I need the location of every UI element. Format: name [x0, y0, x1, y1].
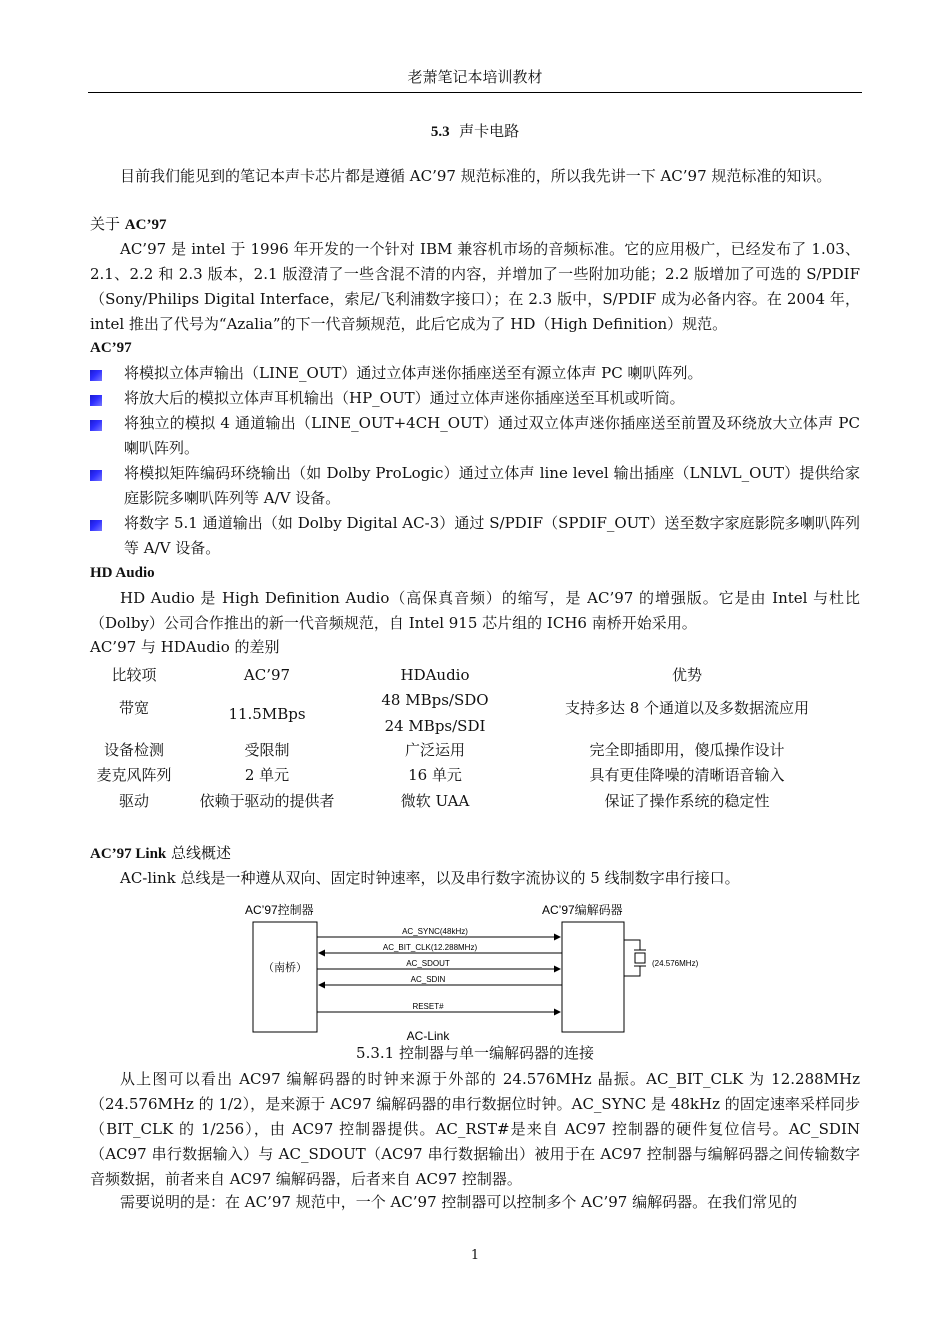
table-cell: 48 MBps/SDO — [381, 691, 489, 709]
crystal-frequency-label: (24.576MHz) — [652, 959, 699, 968]
signal-label: AC_BIT_CLK(12.288MHz) — [382, 943, 478, 952]
table-cell: 设备检测 — [103, 741, 164, 759]
table-cell: 16 单元 — [408, 766, 462, 784]
section-title — [0, 120, 950, 141]
table-cell: 2 单元 — [244, 766, 290, 784]
bullet-square-icon — [90, 520, 102, 531]
south-bridge-label: （南桥） — [263, 962, 307, 974]
diff-title: AC’97 与 HDAudio 的差别 — [90, 638, 280, 656]
controller-label: AC’97控制器 — [245, 903, 314, 917]
hd-audio-heading: HD Audio — [90, 565, 155, 581]
bullet-square-icon — [90, 470, 102, 481]
table-cell: 具有更佳降噪的清晰语音输入 — [589, 766, 785, 784]
crystal-wires — [624, 940, 640, 976]
table-cell: 依赖于驱动的提供者 — [199, 792, 335, 810]
ac-link-paragraph: AC-link 总线是一种遵从双向、固定时钟速率，以及串行数字流协议的 5 线制数字串行接口。 — [120, 869, 740, 887]
ac97-heading: AC’97 — [90, 340, 132, 356]
bullet-square-icon — [90, 420, 102, 431]
last-paragraph: 需要说明的是：在 AC’97 规范中，一个 AC’97 控制器可以控制多个 AC’97 编解码器。在我们常见的 — [120, 1193, 798, 1211]
bullet-item: 将放大后的模拟立体声耳机输出（HP_OUT）通过立体声迷你插座送至耳机或听筒。 — [124, 389, 685, 407]
ac-link-diagram — [240, 898, 720, 1048]
table-cell: 保证了操作系统的稳定性 — [604, 792, 770, 810]
table-cell: 广泛运用 — [404, 741, 465, 759]
header-rule — [88, 92, 862, 93]
ac-link-heading — [90, 841, 860, 867]
bullet-item: 将数字 5.1 通道输出（如 Dolby Digital AC-3）通过 S/PDIF（SPDIF_OUT）送至数字家庭影院多喇叭阵列等 A/V 设备。 — [124, 514, 860, 557]
about-heading — [90, 212, 860, 238]
table-cell: 完全即插即用，傻瓜操作设计 — [589, 741, 785, 759]
page-number: 1 — [470, 1248, 480, 1263]
ac-link-heading-rest: 总线概述 — [166, 844, 232, 862]
controller-box — [253, 922, 317, 1032]
ac-link-heading-bold: AC’97 Link — [90, 846, 167, 862]
signal-label: AC_SDIN — [410, 975, 446, 984]
section-number: 5.3 — [430, 124, 450, 140]
table-cell: 24 MBps/SDI — [384, 717, 486, 735]
bullet-square-icon — [90, 395, 102, 406]
intro-paragraph: 目前我们能见到的笔记本声卡芯片都是遵循 AC’97 规范标准的，所以我先讲一下 AC’97 规范标准的知识。 — [120, 167, 832, 185]
about-heading-prefix: 关于 — [90, 215, 125, 233]
bullet-item: 将模拟矩阵编码环绕输出（如 Dolby ProLogic）通过立体声 line level 输出插座（LNLVL_OUT）提供给家庭影院多喇叭阵列等 A/V 设备。 — [124, 464, 860, 507]
table-cell: 带宽 — [118, 699, 149, 717]
about-paragraph: AC’97 是 intel 于 1996 年开发的一个针对 IBM 兼容机市场的音频标准。它的应用极广，已经发布了 1.03、2.1、2.2 和 2.3 版本，2.1 版澄清了一些含混不清的内容，并增加了一些附加功能；2.2 版增加了可选的 S/PDIF（Sony/Philips Digital Interface，索尼/飞利浦数字接口）；在 2.3 版中，S/PDIF 成为必备内容。在 2004 年，intel 推出了代号为“Azalia”的下一代音频规范，此后它成为了 HD（High Definition）规范。 — [90, 240, 860, 333]
table-cell: 麦克风阵列 — [96, 766, 172, 784]
clock-paragraph: 从上图可以看出 AC97 编解码器的时钟来源于外部的 24.576MHz 晶振。AC_BIT_CLK 为 12.288MHz（24.576MHz 的 1/2），是来源于 AC97 编解码器的串行数据位时钟。AC_SYNC 是 48kHz 的固定速率采样同步（BIT_CLK 的 1/256），由 AC97 控制器提供。AC_RST#是来自 AC97 控制器的硬件复位信号。AC_SDIN（AC97 串行数据输入）与 AC_SDOUT（AC97 串行数据输出）被用于在 AC97 控制器与编解码器之间传输数字音频数据，前者来自 AC97 编解码器，后者来自 AC97 控制器。 — [90, 1070, 860, 1188]
table-cell: 微软 UAA — [400, 792, 470, 810]
codec-label: AC’97编解码器 — [542, 903, 623, 917]
bullet-item: 将独立的模拟 4 通道输出（LINE_OUT+4CH_OUT）通过双立体声迷你插座送至前置及环绕放大立体声 PC 喇叭阵列。 — [124, 414, 860, 457]
page-header: 老萧笔记本培训教材 — [407, 68, 543, 86]
about-heading-bold: AC’97 — [124, 217, 167, 233]
table-header-cell: AC’97 — [243, 666, 291, 684]
crystal-icon — [635, 953, 645, 963]
section-title-text: 声卡电路 — [459, 122, 520, 140]
bus-label: AC-Link — [406, 1029, 450, 1043]
signal-label: AC_SYNC(48kHz) — [402, 927, 468, 936]
table-cell: 11.5MBps — [228, 705, 306, 723]
bullet-item: 将模拟立体声输出（LINE_OUT）通过立体声迷你插座送至有源立体声 PC 喇叭阵列。 — [124, 364, 703, 382]
table-header-cell: 比较项 — [111, 666, 157, 684]
table-cell: 受限制 — [244, 741, 290, 759]
codec-box — [562, 922, 624, 1032]
bullet-square-icon — [90, 370, 102, 381]
figure-caption: 5.3.1 控制器与单一编解码器的连接 — [356, 1044, 594, 1062]
table-header-cell: 优势 — [671, 666, 702, 684]
signal-label: AC_SDOUT — [406, 959, 450, 968]
table-header-cell: HDAudio — [400, 666, 470, 684]
table-cell: 支持多达 8 个通道以及多数据流应用 — [564, 699, 810, 717]
hd-audio-paragraph: HD Audio 是 High Definition Audio（高保真音频）的缩写，是 AC’97 的增强版。它是由 Intel 与杜比（Dolby）公司合作推出的新一代音频规范，自 Intel 915 芯片组的 ICH6 南桥开始采用。 — [90, 589, 860, 632]
signal-label: RESET# — [412, 1002, 444, 1011]
table-cell: 驱动 — [118, 792, 149, 810]
